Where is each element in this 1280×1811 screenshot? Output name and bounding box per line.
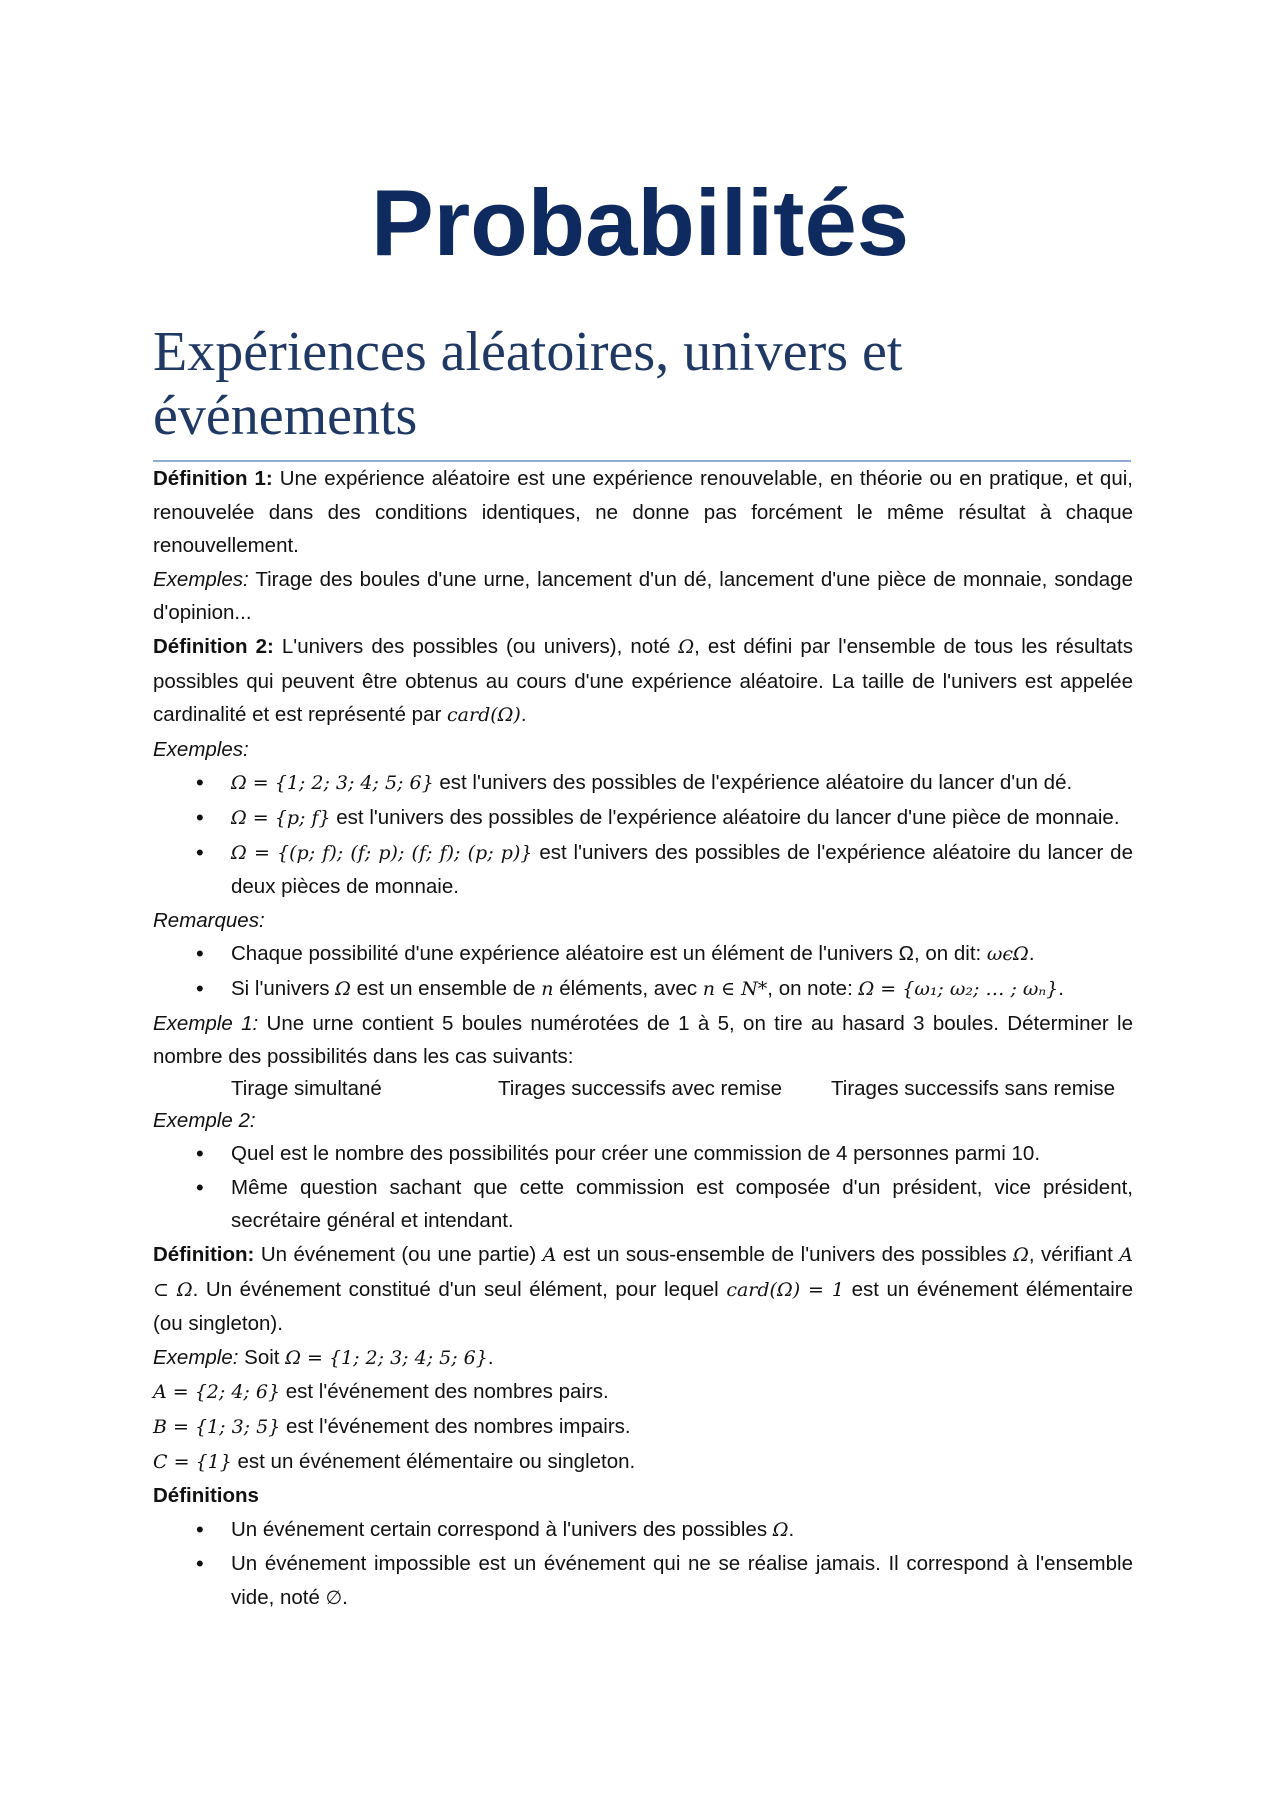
- math-expression: A: [542, 1244, 557, 1267]
- list-item-end: .: [1058, 976, 1064, 1000]
- math-expression: Ω = {1; 2; 3; 4; 5; 6}: [285, 1346, 488, 1369]
- list-item-text: est un ensemble de: [350, 976, 542, 1000]
- list-item: [153, 937, 1133, 972]
- list-item-end: .: [1028, 942, 1035, 966]
- example-3-text: Soit: [238, 1345, 286, 1369]
- math-expression: card(Ω) = 1: [726, 1278, 844, 1301]
- list-item-text: éléments, avec: [553, 976, 703, 1000]
- math-expression: B = {1; 3; 5}: [153, 1416, 281, 1439]
- math-expression: A ⊂ Ω: [153, 1244, 1133, 1301]
- list-item-text: Chaque possibilité d'une expérience aléatoire est un élément de l'univers Ω, on dit:: [231, 942, 987, 966]
- omega-symbol: Ω: [1013, 1244, 1029, 1267]
- list-item: [153, 972, 1133, 1007]
- page-title: Probabilités: [370, 170, 910, 275]
- event-line-text: est l'événement des nombres impairs.: [280, 1415, 631, 1439]
- definition-3: [153, 1238, 1133, 1341]
- definition-2-end: .: [520, 703, 527, 727]
- definition-2-text-a: L'univers des possibles (ou univers), noté: [281, 634, 671, 658]
- example-1: [153, 1007, 1133, 1074]
- example-3-label: Exemple:: [153, 1345, 239, 1369]
- definition-1: [153, 462, 1133, 563]
- definitions-heading: [153, 1479, 1133, 1513]
- case-label: Tirages successifs avec remise: [498, 1076, 783, 1100]
- definition-3-text: Un événement (ou une partie): [260, 1243, 543, 1267]
- list-item: [153, 766, 1133, 801]
- definition-3-label: Définition:: [153, 1243, 255, 1267]
- list-item-text: Un événement impossible est un événement qui ne se réalise jamais. Il correspond à l'ensemble vide, noté: [231, 1552, 1133, 1609]
- remarks-label: Remarques:: [153, 908, 265, 932]
- case-label: Tirage simultané: [231, 1076, 382, 1100]
- example-2-label: Exemple 2:: [153, 1108, 256, 1132]
- definition-3-text: . Un événement constitué d'un seul élément, pour lequel: [192, 1277, 727, 1301]
- list-item-end: .: [342, 1586, 348, 1609]
- math-expression: C = {1}: [153, 1450, 232, 1473]
- omega-symbol: Ω: [335, 977, 351, 1000]
- example-1-label: Exemple 1:: [153, 1011, 259, 1035]
- math-expression: Ω = {1; 2; 3; 4; 5; 6}: [231, 772, 434, 795]
- definition-2: [153, 630, 1133, 733]
- list-item-text: Si l'univers: [231, 976, 336, 1000]
- math-expression: n: [541, 977, 554, 1000]
- example-1-text: Une urne contient 5 boules numérotées de 1 à 5, on tire au hasard 3 boules. Déterminer le nombre des possibilités dans les cas suivants:: [153, 1011, 1133, 1069]
- list-item: [153, 1171, 1133, 1238]
- math-expression: Ω = {(p; f); (f; p); (f; f); (p; p)}: [231, 841, 533, 864]
- list-item-text: Quel est le nombre des possibilités pour créer une commission de 4 personnes parmi 10.: [231, 1142, 1041, 1166]
- definition-1-label: Définition 1:: [153, 467, 273, 490]
- example-3-end: .: [487, 1345, 494, 1369]
- section-heading: Expériences aléatoires, univers et événements: [153, 321, 903, 447]
- definition-3-text: est un sous-ensemble de l'univers des possibles: [556, 1243, 1014, 1267]
- empty-set-symbol: ∅: [325, 1587, 343, 1609]
- list-item-text: est l'univers des possibles de l'expérience aléatoire du lancer d'une pièce de monnaie.: [330, 805, 1120, 829]
- examples-2-list: [153, 766, 1133, 903]
- case-label: Tirages successifs sans remise: [831, 1076, 1116, 1100]
- example-3: [153, 1341, 1133, 1376]
- math-expression: n ∈ N*: [702, 977, 768, 1000]
- event-line-text: est un événement élémentaire ou singleton.: [231, 1449, 636, 1473]
- card-omega-math: card(Ω): [447, 704, 521, 727]
- example-2-heading: [153, 1104, 1133, 1138]
- omega-symbol: Ω: [772, 1518, 789, 1541]
- list-item-text: Un événement certain correspond à l'univers des possibles: [231, 1517, 773, 1541]
- list-item: [153, 1137, 1133, 1171]
- math-expression: Ω = {ω₁; ω₂; … ; ωₙ}: [858, 977, 1059, 1000]
- math-expression: ωϵΩ: [986, 943, 1029, 966]
- example-2-list: [153, 1137, 1133, 1238]
- list-item-end: .: [788, 1517, 795, 1541]
- event-line: [153, 1375, 1133, 1410]
- remarks-heading: [153, 904, 1133, 938]
- list-item: [153, 836, 1133, 904]
- examples-1-text: Tirage des boules d'une urne, lancement d'un dé, lancement d'une pièce de monnaie, sondage d'opinion...: [153, 567, 1133, 625]
- definitions-label: Définitions: [153, 1484, 259, 1508]
- math-expression: A = {2; 4; 6}: [153, 1381, 281, 1404]
- document-body: [153, 462, 1133, 1616]
- definition-1-text: Une expérience aléatoire est une expérience renouvelable, en théorie ou en pratique, et qui, renouvelée dans des conditions identiques, ne donne pas forcément le même résultat à chaque renouvellement.: [153, 467, 1133, 558]
- event-line: [153, 1445, 1133, 1480]
- math-expression: Ω = {p; f}: [231, 806, 331, 829]
- list-item: [153, 1513, 1133, 1548]
- examples-2-heading: [153, 733, 1133, 767]
- example-1-cases: [153, 1074, 1133, 1104]
- list-item: [153, 801, 1133, 836]
- event-line-text: est l'événement des nombres pairs.: [280, 1380, 609, 1404]
- definition-2-label: Définition 2:: [153, 634, 274, 658]
- remarks-list: [153, 937, 1133, 1006]
- list-item-text: est l'univers des possibles de l'expérience aléatoire du lancer d'un dé.: [433, 771, 1073, 795]
- examples-2-label: Exemples:: [153, 737, 249, 761]
- definition-3-text: est un événement élémentaire (ou singleton).: [153, 1277, 1134, 1336]
- list-item-text: , on note:: [767, 976, 859, 1000]
- examples-1: [153, 563, 1133, 630]
- event-line: [153, 1410, 1133, 1445]
- definition-2-text-b: , est défini par l'ensemble de tous les résultats possibles qui peuvent être obtenus au cours d'une expérience aléatoire. La taille de l'univers est appelée cardinalité et est représenté par: [153, 634, 1133, 727]
- definition-3-text: , vérifiant: [1028, 1243, 1120, 1267]
- omega-symbol: Ω: [678, 635, 695, 658]
- list-item-text: Même question sachant que cette commission est composée d'un président, vice président, secrétaire général et intendant.: [231, 1175, 1133, 1233]
- list-item: [153, 1547, 1133, 1615]
- examples-1-label: Exemples:: [153, 567, 249, 591]
- list-item-text: est l'univers des possibles de l'expérience aléatoire du lancer de deux pièces de monnaie.: [231, 840, 1133, 899]
- definitions-list: [153, 1513, 1133, 1616]
